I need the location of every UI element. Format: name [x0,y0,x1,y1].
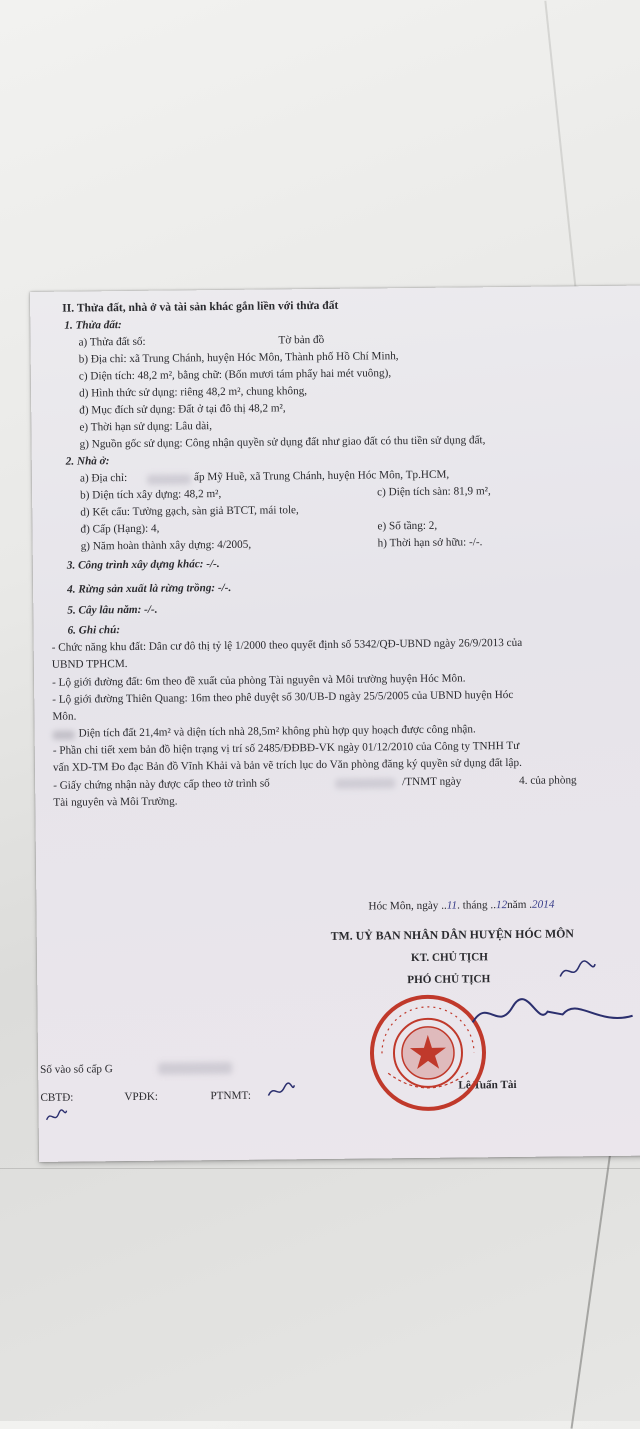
vpdk-label: VPĐK: [124,1090,159,1104]
production-forest: 4. Rừng sản xuất là rừng trồng: -/-. [67,581,232,596]
date-month-label: . tháng .. [457,899,497,912]
grade: đ) Cấp (Hạng): 4, [80,522,160,536]
redacted-block [158,1062,232,1075]
notes-heading: 6. Ghi chú: [67,624,121,637]
map-sheet-no: Tờ bản đồ [278,333,325,347]
vice-chairman-title: PHÓ CHỦ TỊCH [407,973,491,987]
initial-icon [45,1108,69,1126]
land-address: b) Địa chỉ: xã Trung Chánh, huyện Hóc Môn, Thành phố Hồ Chí Minh, [78,350,399,366]
use-duration: e) Thời hạn sử dụng: Lâu dài, [79,420,213,434]
section-title: II. Thửa đất, nhà ở và tài sản khác gắn liền với thửa đất [62,298,339,315]
note-line: - Phần chi tiết xem bản đồ hiện trạng vị trí số 2485/ĐĐBĐ-VK ngày 01/12/2010 của Công ty TNHH Tư [52,739,520,757]
date-month: 12 [495,899,508,912]
note-line: Tài nguyên và Môi Trường. [53,795,178,809]
use-form: d) Hình thức sử dụng: riêng 48,2 m², chung không, [79,385,308,400]
cbtd-label: CBTĐ: [40,1091,74,1104]
perennial-trees: 5. Cây lâu năm: -/-. [67,603,158,617]
redacted-block [335,778,395,789]
note-line: - Lộ giới đường Thiên Quang: 16m theo phê duyệt số 30/UB-D ngày 25/5/2005 của UBND huyện Hóc [52,688,514,706]
registry-entry: Số vào sổ cấp G [40,1063,113,1076]
floor-area: c) Diện tích sàn: 81,9 m², [377,485,491,499]
note-line: vấn XD-TM Đo đạc Bản đồ Vĩnh Khải và bản vẽ trích lục do Văn phòng đăng ký quyền sử dụng đất lập. [52,756,522,774]
structure: d) Kết cấu: Tường gạch, sàn giả BTCT, mái tole, [80,504,299,519]
redacted-block [147,474,191,484]
completion-year: g) Năm hoàn thành xây dựng: 4/2005, [80,538,252,553]
other-works: 3. Công trình xây dựng khác: -/-. [66,558,220,572]
issuing-authority: TM. UỶ BAN NHÂN DÂN HUYỆN HÓC MÔN [330,926,574,943]
date-day: 11 [446,899,458,912]
date-year-label: năm . [507,898,533,912]
use-purpose: đ) Mục đích sử dụng: Đất ở tại đô thị 48,2 m², [79,402,286,417]
tile-seam [544,1,577,300]
note-line: - Lộ giới đường đất: 6m theo đề xuất của phòng Tài nguyên và Môi trường huyện Hóc Môn. [52,672,466,689]
built-area: b) Diện tích xây dựng: 48,2 m², [80,488,222,502]
land-area: c) Diện tích: 48,2 m², bằng chữ: (Bốn mươi tám phẩy hai mét vuông), [78,367,392,383]
note-line: - Giấy chứng nhận này được cấp theo tờ trình số [53,777,270,792]
note-line: /TNMT ngày [402,775,462,789]
house-address: ấp Mỹ Huề, xã Trung Chánh, huyện Hóc Môn, Tp.HCM, [193,468,450,484]
note-line: 4. của phòng [519,774,577,787]
initial-icon [557,956,597,986]
use-origin: g) Nguồn gốc sử dụng: Công nhận quyền sử dụng đất như giao đất có thu tiền sử dụng đất, [79,434,486,451]
land-heading: 1. Thửa đất: [64,319,122,332]
redacted-block [53,731,75,740]
signature-icon [467,986,638,1038]
floors: e) Số tầng: 2, [377,519,438,533]
date-prefix: Hóc Môn, ngày .. [368,899,447,913]
issue-date [368,899,554,913]
note-line: Môn. [52,710,77,723]
note-line: UBND TPHCM. [51,657,128,671]
signer-name: Lê Tuấn Tài [458,1078,517,1092]
note-line: - Chức năng khu đất: Dân cư đô thị tỷ lệ 1/2000 theo quyết định số 5342/QĐ-UBND ngày 26/9/2013 của [51,636,523,654]
house-heading: 2. Nhà ở: [65,455,110,468]
tile-seam [571,1151,612,1429]
tile-seam [0,1168,640,1169]
house-address-label: a) Địa chỉ: [79,471,128,485]
note-line: Diện tích đất 21,4m² và diện tích nhà 28,5m² không phù hợp quy hoạch được công nhận. [78,723,476,740]
chairman-title: KT. CHỦ TỊCH [410,951,489,965]
date-year: 2014 [531,898,555,911]
initial-icon [266,1081,296,1101]
land-parcel-no: a) Thửa đất số: [78,335,146,349]
land-certificate-page [30,286,640,1162]
ownership-term: h) Thời hạn sở hữu: -/-. [377,536,483,550]
ptnmt-label: PTNMT: [210,1089,251,1103]
